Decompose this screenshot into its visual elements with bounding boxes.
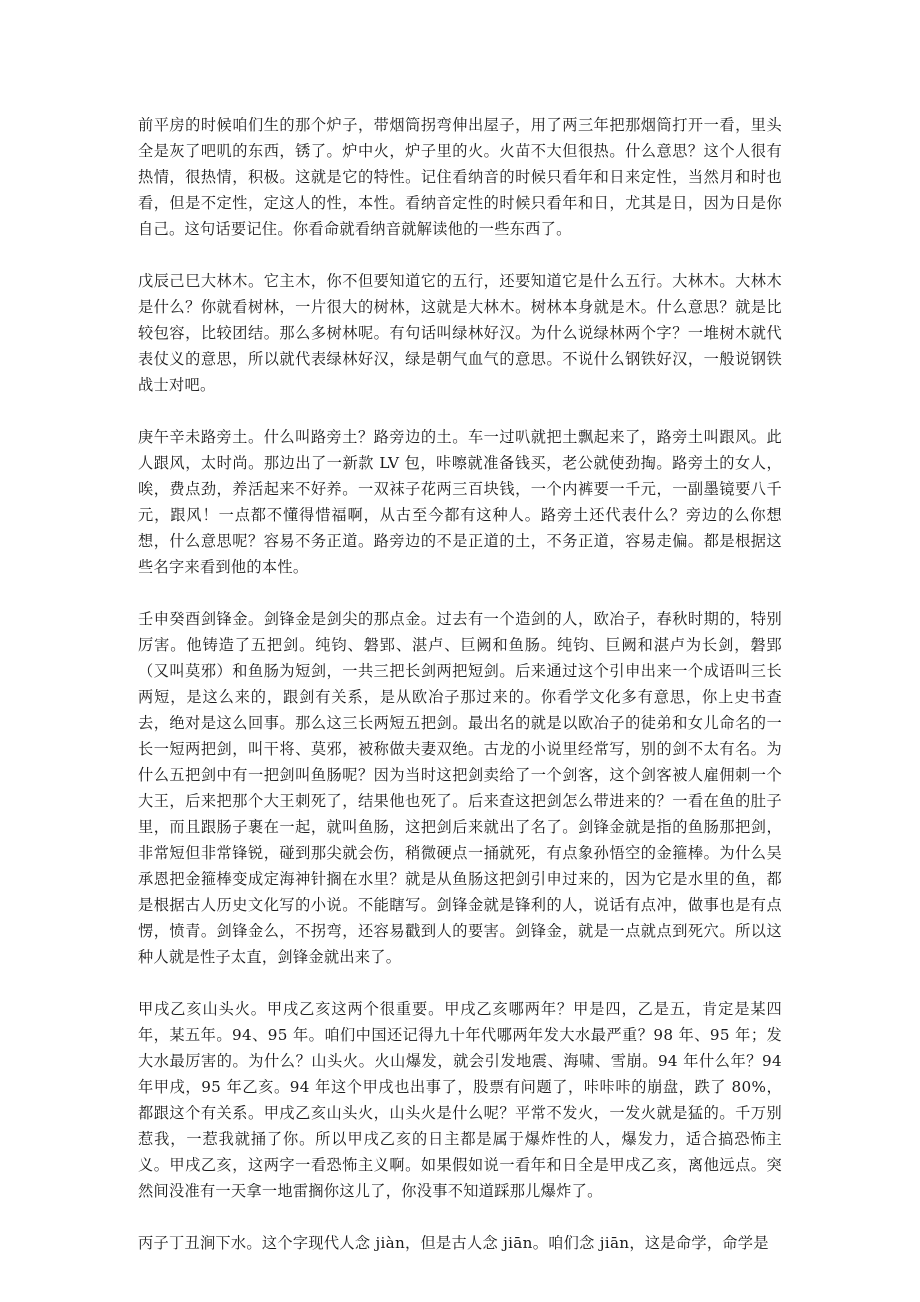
paragraph-roadside-earth: 庚午辛未路旁土。什么叫路旁土？路旁边的土。车一过叭就把土飘起来了，路旁土叫跟风。此人跟风，太时尚。那边出了一新款 LV 包，咔嚓就准备钱买，老公就使劲掏。路旁土的女人，唉，费点劲，养活起来不好养。一双袜子花两三百块钱，一个内裤要一千元，一副墨镜要八千元，跟风！一点都不懂得惜福啊，从古至今都有这种人。路旁土还代表什么？旁边的么你想想，什么意思呢？容易不务正道。路旁边的不是正道的土，不务正道，容易走偏。都是根据这些名字来看到他的本性。 [138,428,782,576]
paragraph-sword-edge-metal: 壬申癸酉剑锋金。剑锋金是剑尖的那点金。过去有一个造剑的人，欧冶子，春秋时期的，特别厉害。他铸造了五把剑。纯钧、磐郢、湛卢、巨阙和鱼肠。纯钧、巨阙和湛卢为长剑，磐郢（又叫莫邪）和鱼肠为短剑，一共三把长剑两把短剑。后来通过这个引申出来一个成语叫三长两短，是这么来的，跟剑有关系，是从欧冶子那过来的。你看学文化多有意思，你上史书查去，绝对是这么回事。那么这三长两短五把剑。最出名的就是以欧冶子的徒弟和女儿命名的一长一短两把剑，叫干将、莫邪，被称做夫妻双绝。古龙的小说里经常写，别的剑不太有名。为什么五把剑中有一把剑叫鱼肠呢？因为当时这把剑卖给了一个剑客，这个剑客被人雇佣刺一个大王，后来把那个大王刺死了，结果他也死了。后来查这把剑怎么带进来的？一看在鱼的肚子里，而且跟肠子裹在一起，就叫鱼肠，这把剑后来就出了名了。剑锋金就是指的鱼肠那把剑，非常短但非常锋锐，碰到那尖就会伤，稍微硬点一捅就死，有点象孙悟空的金箍棒。为什么吴承恩把金箍棒变成定海神针搁在水里？就是从鱼肠这把剑引申过来的，因为它是水里的鱼，都是根据古人历史文化写的小说。不能瞎写。剑锋金就是锋利的人，说话有点冲，做事也是有点愣，愤青。剑锋金么，不拐弯，还容易戳到人的要害。剑锋金，就是一点就点到死穴。所以这种人就是性子太直，剑锋金就出来了。 [138,610,782,966]
paragraph-mountain-top-fire: 甲戌乙亥山头火。甲戌乙亥这两个很重要。甲戌乙亥哪两年？甲是四，乙是五，肯定是某四年，某五年。94、95 年。咱们中国还记得九十年代哪两年发大水最严重？98 年、95 年；发大水最厉害的。为什么？山头火。火山爆发，就会引发地震、海啸、雪崩。94 年什么年？94 年甲戌，95 年乙亥。94 年这个甲戌也出事了，股票有问题了，咔咔咔的崩盘，跌了 80%，都跟这个有关系。甲戌乙亥山头火，山头火是什么呢？平常不发火，一发火就是猛的。千万别惹我，一惹我就捅了你。所以甲戌乙亥的日主都是属于爆炸性的人，爆发力，适合搞恐怖主义。甲戌乙亥，这两字一看恐怖主义啊。如果假如说一看年和日全是甲戌乙亥，离他远点。突然间没准有一天拿一地雷搁你这儿了，你没事不知道踩那儿爆炸了。 [138,1000,782,1200]
paragraph-big-forest-wood: 戊辰己巳大林木。它主木，你不但要知道它的五行，还要知道它是什么五行。大林木。大林木是什么？你就看树林，一片很大的树林，这就是大林木。树林本身就是木。什么意思？就是比较包容，比较团结。那么多树林呢。有句话叫绿林好汉。为什么说绿林两个字？一堆树木就代表仗义的意思，所以就代表绿林好汉，绿是朝气血气的意思。不说什么钢铁好汉，一般说钢铁战士对吧。 [138,272,782,394]
paragraph-stove-fire: 前平房的时候咱们生的那个炉子，带烟筒拐弯伸出屋子，用了两三年把那烟筒打开一看，里头全是灰了吧叽的东西，锈了。炉中火，炉子里的火。火苗不大但很热。什么意思？这个人很有热情，很热情，积极。这就是它的特性。记住看纳音的时候只看年和日来定性，当然月和时也看，但是不定性，定这人的性，本性。看纳音定性的时候只看年和日，尤其是日，因为日是你自己。这句话要记住。你看命就看纳音就解读他的一些东西了。 [138,116,782,238]
paragraph-stream-water: 丙子丁丑涧下水。这个字现代人念 jiàn，但是古人念 jiān。咱们念 jiān，这是命学，命学是 [138,1234,769,1252]
